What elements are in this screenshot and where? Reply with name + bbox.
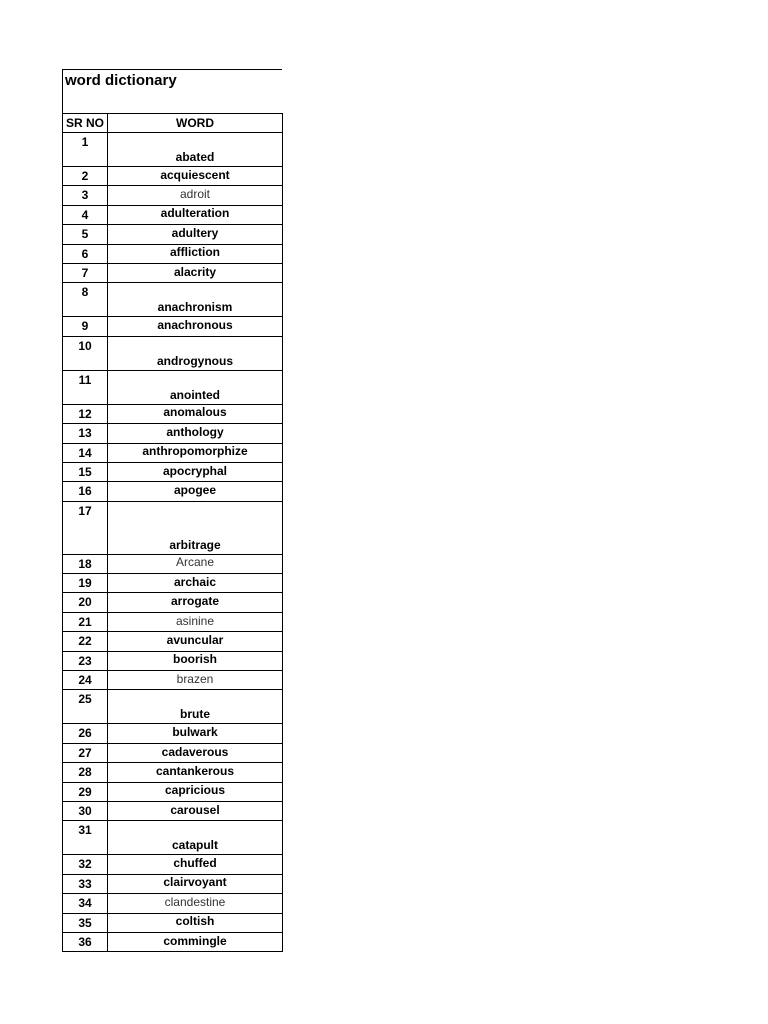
sr-no-cell[interactable]: 8	[63, 283, 108, 317]
word-cell[interactable]: clandestine	[108, 894, 283, 913]
word-cell[interactable]: apogee	[108, 482, 283, 501]
sr-no-cell[interactable]: 3	[63, 186, 108, 205]
sr-no-cell[interactable]: 24	[63, 671, 108, 690]
table-row	[63, 894, 283, 913]
sr-no-cell[interactable]: 23	[63, 651, 108, 670]
sr-no-cell[interactable]: 27	[63, 743, 108, 762]
table-row	[63, 821, 283, 855]
sr-no-cell[interactable]: 9	[63, 317, 108, 336]
word-cell[interactable]: bulwark	[108, 724, 283, 743]
table-row	[63, 932, 283, 951]
table-row	[63, 801, 283, 820]
sr-no-cell[interactable]: 1	[63, 133, 108, 167]
word-cell[interactable]: cadaverous	[108, 743, 283, 762]
table-row	[63, 651, 283, 670]
word-cell[interactable]: alacrity	[108, 263, 283, 282]
word-cell[interactable]: brute	[108, 690, 283, 724]
table-row	[63, 370, 283, 404]
sr-no-cell[interactable]: 29	[63, 782, 108, 801]
word-cell[interactable]: Arcane	[108, 554, 283, 573]
word-cell[interactable]: anomalous	[108, 404, 283, 423]
word-cell[interactable]: commingle	[108, 932, 283, 951]
word-cell[interactable]: anachronous	[108, 317, 283, 336]
sr-no-cell[interactable]: 22	[63, 632, 108, 651]
table-row	[63, 874, 283, 893]
table-row	[63, 724, 283, 743]
table-row	[63, 167, 283, 186]
sr-no-cell[interactable]: 32	[63, 855, 108, 874]
sr-no-cell[interactable]: 34	[63, 894, 108, 913]
word-table	[62, 113, 283, 952]
table-row	[63, 671, 283, 690]
word-cell[interactable]: apocryphal	[108, 462, 283, 481]
table-row	[63, 443, 283, 462]
sr-no-cell[interactable]: 30	[63, 801, 108, 820]
sr-no-cell[interactable]: 5	[63, 225, 108, 244]
word-cell[interactable]: arbitrage	[108, 501, 283, 554]
sr-no-cell[interactable]: 17	[63, 501, 108, 554]
word-cell[interactable]: coltish	[108, 913, 283, 932]
sr-no-cell[interactable]: 12	[63, 404, 108, 423]
table-row	[63, 913, 283, 932]
word-cell[interactable]: archaic	[108, 574, 283, 593]
word-cell[interactable]: adroit	[108, 186, 283, 205]
sr-no-cell[interactable]: 20	[63, 593, 108, 612]
word-cell[interactable]: acquiescent	[108, 167, 283, 186]
header-sr-no[interactable]: SR NO	[63, 114, 108, 133]
table-row	[63, 612, 283, 631]
table-row	[63, 632, 283, 651]
table-row	[63, 743, 283, 762]
word-cell[interactable]: anthology	[108, 424, 283, 443]
sr-no-cell[interactable]: 13	[63, 424, 108, 443]
sheet-title: word dictionary	[65, 72, 177, 89]
table-row	[63, 574, 283, 593]
word-cell[interactable]: abated	[108, 133, 283, 167]
sr-no-cell[interactable]: 2	[63, 167, 108, 186]
title-cell[interactable]	[62, 69, 282, 113]
table-row	[63, 462, 283, 481]
sr-no-cell[interactable]: 25	[63, 690, 108, 724]
word-cell[interactable]: brazen	[108, 671, 283, 690]
table-row	[63, 593, 283, 612]
table-row	[63, 404, 283, 423]
sr-no-cell[interactable]: 11	[63, 370, 108, 404]
table-row	[63, 501, 283, 554]
table-row	[63, 336, 283, 370]
word-cell[interactable]: catapult	[108, 821, 283, 855]
table-row	[63, 225, 283, 244]
sr-no-cell[interactable]: 14	[63, 443, 108, 462]
word-cell[interactable]: arrogate	[108, 593, 283, 612]
word-cell[interactable]: cantankerous	[108, 763, 283, 782]
word-cell[interactable]: clairvoyant	[108, 874, 283, 893]
sr-no-cell[interactable]: 4	[63, 205, 108, 224]
table-row	[63, 763, 283, 782]
table-row	[63, 283, 283, 317]
sr-no-cell[interactable]: 16	[63, 482, 108, 501]
table-row	[63, 186, 283, 205]
table-body	[63, 133, 283, 952]
word-cell[interactable]: adulteration	[108, 205, 283, 224]
table-row	[63, 424, 283, 443]
word-cell[interactable]: affliction	[108, 244, 283, 263]
spreadsheet	[62, 69, 282, 952]
table-row	[63, 690, 283, 724]
sr-no-cell[interactable]: 21	[63, 612, 108, 631]
table-row	[63, 782, 283, 801]
table-row	[63, 482, 283, 501]
table-row	[63, 554, 283, 573]
word-cell[interactable]: adultery	[108, 225, 283, 244]
sr-no-cell[interactable]: 33	[63, 874, 108, 893]
word-cell[interactable]: anthropomorphize	[108, 443, 283, 462]
word-cell[interactable]: carousel	[108, 801, 283, 820]
table-row	[63, 263, 283, 282]
word-cell[interactable]: capricious	[108, 782, 283, 801]
sr-no-cell[interactable]: 10	[63, 336, 108, 370]
sr-no-cell[interactable]: 28	[63, 763, 108, 782]
sr-no-cell[interactable]: 15	[63, 462, 108, 481]
word-cell[interactable]: boorish	[108, 651, 283, 670]
table-row	[63, 855, 283, 874]
word-cell[interactable]: chuffed	[108, 855, 283, 874]
header-word[interactable]: WORD	[108, 114, 283, 133]
word-cell[interactable]: avuncular	[108, 632, 283, 651]
table-row	[63, 133, 283, 167]
word-cell[interactable]: anointed	[108, 370, 283, 404]
word-cell[interactable]: asinine	[108, 612, 283, 631]
sr-no-cell[interactable]: 36	[63, 932, 108, 951]
sr-no-cell[interactable]: 19	[63, 574, 108, 593]
word-cell[interactable]: androgynous	[108, 336, 283, 370]
sr-no-cell[interactable]: 35	[63, 913, 108, 932]
table-row	[63, 244, 283, 263]
table-row	[63, 317, 283, 336]
header-row	[63, 114, 283, 133]
sr-no-cell[interactable]: 18	[63, 554, 108, 573]
table-row	[63, 205, 283, 224]
sr-no-cell[interactable]: 26	[63, 724, 108, 743]
word-cell[interactable]: anachronism	[108, 283, 283, 317]
sr-no-cell[interactable]: 6	[63, 244, 108, 263]
sr-no-cell[interactable]: 31	[63, 821, 108, 855]
sr-no-cell[interactable]: 7	[63, 263, 108, 282]
